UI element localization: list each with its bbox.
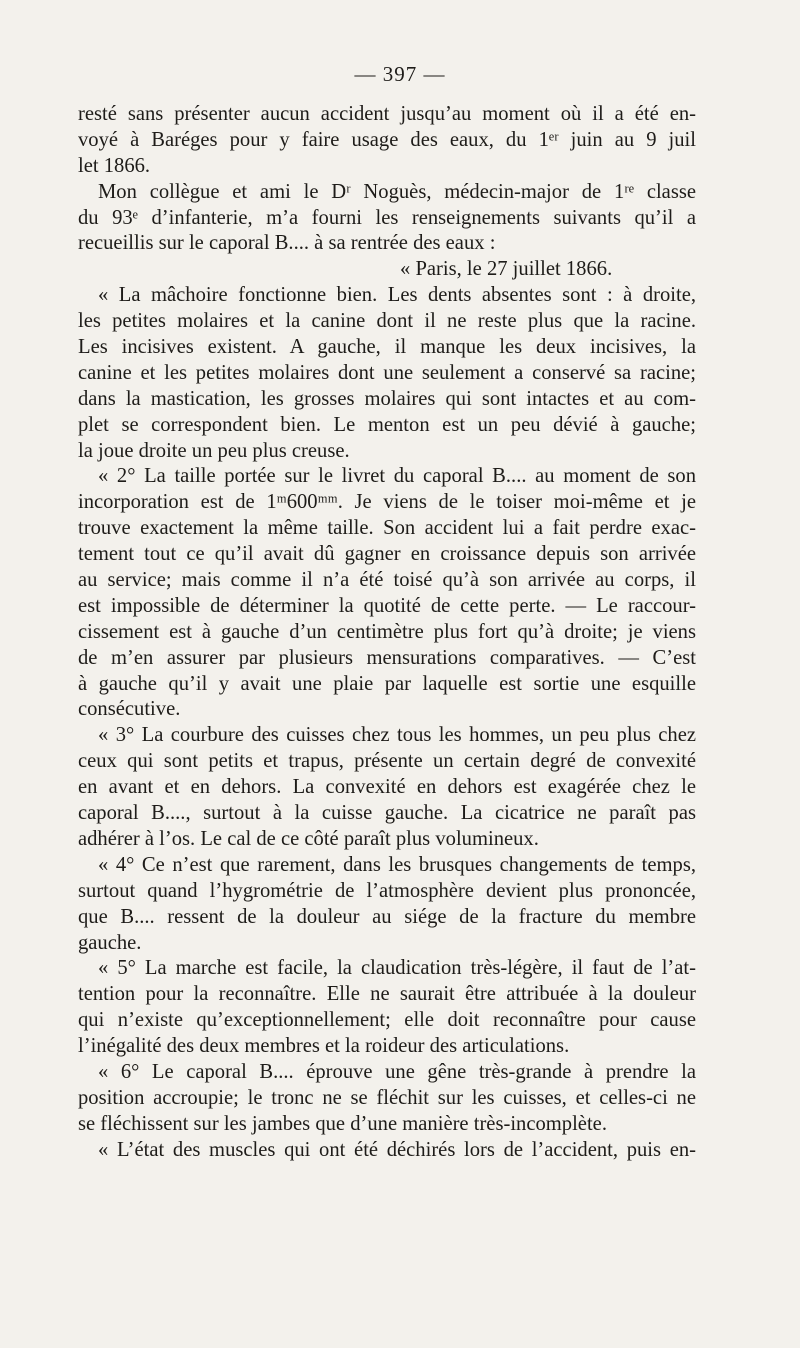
text-line: gauche. bbox=[78, 931, 142, 954]
text-line: « 5° La marche est facile, la claudication très-légère, il faut de l’at- bbox=[98, 957, 696, 980]
text-line: « La mâchoire fonctionne bien. Les dents absentes sont : à droite, bbox=[98, 284, 696, 307]
text-line: que B.... ressent de la douleur au siége de la fracture du membre bbox=[78, 905, 696, 928]
text-line: « 4° Ce n’est que rarement, dans les brusques changements de temps, bbox=[98, 853, 696, 876]
text-line: position accroupie; le tronc ne se fléchit sur les cuisses, et celles-ci ne bbox=[78, 1086, 696, 1109]
text-line: ceux qui sont petits et trapus, présente un certain degré de convexité bbox=[78, 750, 696, 773]
text-line: caporal B...., surtout à la cuisse gauche. La cicatrice ne paraît pas bbox=[78, 802, 696, 825]
page-number: — 397 — bbox=[354, 62, 446, 86]
text-line: Les incisives existent. A gauche, il manque les deux incisives, la bbox=[78, 336, 696, 359]
text-line: est impossible de déterminer la quotité de cette perte. — Le raccour- bbox=[78, 594, 696, 617]
text-line: tention pour la reconnaître. Elle ne saurait être attribuée à la douleur bbox=[78, 983, 696, 1006]
text-line: resté sans présenter aucun accident jusqu’au moment où il a été en- bbox=[78, 103, 696, 125]
text-line: Mon collègue et ami le Dʳ Noguès, médecin-major de 1ʳᵉ classe bbox=[98, 180, 696, 203]
text-line: « Paris, le 27 juillet 1866. bbox=[400, 258, 613, 281]
text-line: « 3° La courbure des cuisses chez tous les hommes, un peu plus chez bbox=[98, 724, 696, 747]
text-line: l’inégalité des deux membres et la roideur des articulations. bbox=[78, 1035, 570, 1058]
text-line: la joue droite un peu plus creuse. bbox=[78, 439, 350, 462]
text-line: « L’état des muscles qui ont été déchirés lors de l’accident, puis en- bbox=[98, 1138, 696, 1161]
text-line: trouve exactement la même taille. Son accident lui a fait perdre exac- bbox=[78, 517, 696, 540]
text-line: let 1866. bbox=[78, 154, 151, 177]
text-line: à gauche qu’il y avait une plaie par laquelle est sortie une esquille bbox=[78, 672, 696, 695]
text-line: adhérer à l’os. Le cal de ce côté paraît plus volumineux. bbox=[78, 827, 539, 850]
text-line: se fléchissent sur les jambes que d’une manière très-incomplète. bbox=[78, 1112, 607, 1135]
text-line: recueillis sur le caporal B.... à sa rentrée des eaux : bbox=[78, 232, 496, 255]
text-line: de m’en assurer par plusieurs mensurations comparatives. — C’est bbox=[78, 646, 696, 669]
text-line: dans la mastication, les grosses molaires qui sont intactes et au com- bbox=[78, 387, 696, 410]
text-line: canine et les petites molaires dont une seulement a conservé sa racine; bbox=[78, 361, 696, 384]
text-line: surtout quand l’hygrométrie de l’atmosphère devient plus prononcée, bbox=[78, 879, 696, 902]
text-line: « 2° La taille portée sur le livret du caporal B.... au moment de son bbox=[98, 465, 696, 488]
text-line: au service; mais comme il n’a été toisé qu’à son arrivée au corps, il bbox=[78, 569, 696, 592]
text-line: plet se correspondent bien. Le menton est un peu dévié à gauche; bbox=[78, 413, 696, 436]
text-line: « 6° Le caporal B.... éprouve une gêne très-grande à prendre la bbox=[98, 1060, 696, 1083]
text-line: incorporation est de 1ᵐ600ᵐᵐ. Je viens de le toiser moi-même et je bbox=[78, 491, 696, 514]
text-line: voyé à Baréges pour y faire usage des eaux, du 1ᵉʳ juin au 9 juil bbox=[78, 128, 696, 151]
text-line: cissement est à gauche d’un centimètre plus fort qu’à droite; je viens bbox=[78, 620, 696, 643]
text-line: tement tout ce qu’il avait dû gagner en croissance depuis son arrivée bbox=[78, 543, 696, 566]
text-line: du 93ᵉ d’infanterie, m’a fourni les renseignements suivants qu’il a bbox=[78, 206, 696, 229]
text-line: en avant et en dehors. La convexité en dehors est exagérée chez le bbox=[78, 776, 696, 799]
body-text bbox=[78, 102, 696, 1164]
text-line: consécutive. bbox=[78, 698, 181, 721]
text-line: les petites molaires et la canine dont il ne reste plus que la racine. bbox=[78, 310, 696, 333]
text-line: qui n’existe qu’exceptionnellement; elle doit reconnaître pour cause bbox=[78, 1009, 696, 1032]
